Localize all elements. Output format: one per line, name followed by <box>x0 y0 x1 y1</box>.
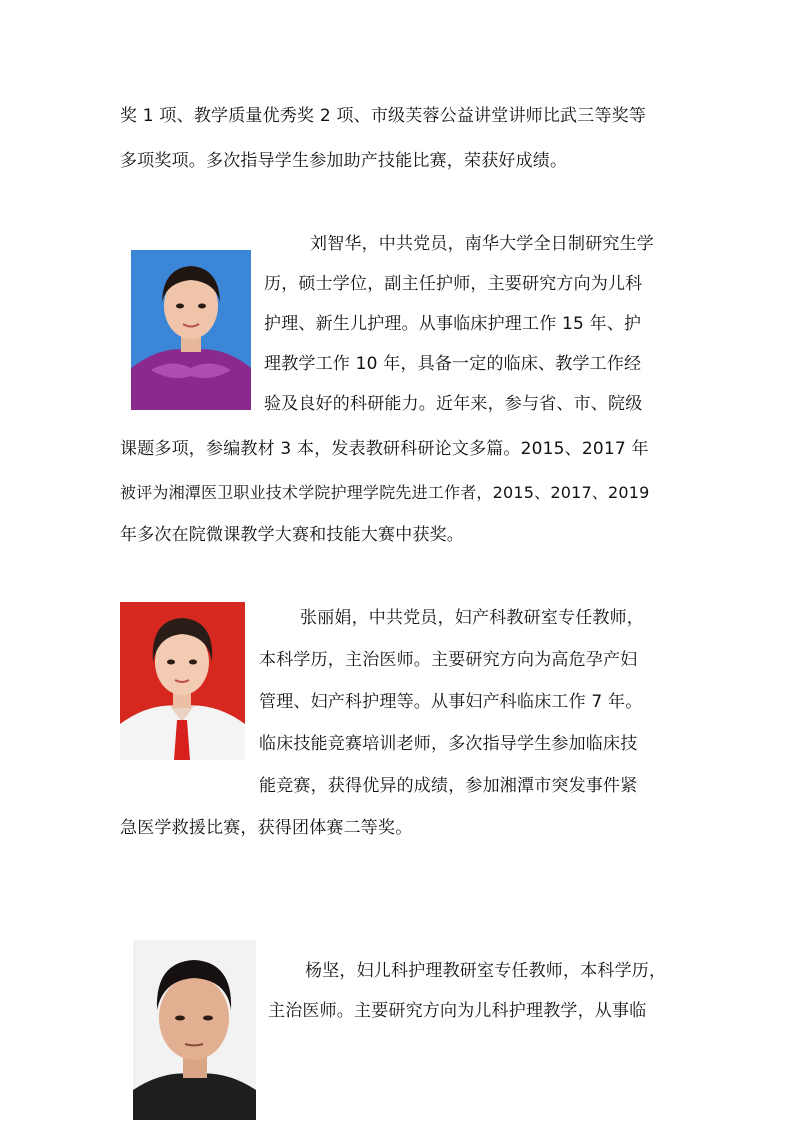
profile-text-line: 课题多项，参编教材 3 本，发表教研科研论文多篇。2015、2017 年 <box>120 439 649 459</box>
portrait-photo <box>120 602 245 760</box>
profile-text-line: 年多次在院微课教学大赛和技能大赛中获奖。 <box>120 525 464 545</box>
profile-text-line: 能竞赛，获得优异的成绩，参加湘潭市突发事件紧 <box>259 776 638 796</box>
profile-text-line: 管理、妇产科护理等。从事妇产科临床工作 7 年。 <box>259 692 643 712</box>
profile-text-line: 主治医师。主要研究方向为儿科护理教学，从事临 <box>268 1001 647 1021</box>
profile-text-line: 刘智华，中共党员，南华大学全日制研究生学 <box>310 234 654 254</box>
profile-text-line: 理教学工作 10 年，具备一定的临床、教学工作经 <box>264 354 642 374</box>
intro-line: 多项奖项。多次指导学生参加助产技能比赛，荣获好成绩。 <box>120 151 568 171</box>
portrait-photo <box>131 250 251 410</box>
profile-text-line: 本科学历，主治医师。主要研究方向为高危孕产妇 <box>259 650 638 670</box>
profile-text-line: 被评为湘潭医卫职业技术学院护理学院先进工作者，2015、2017、2019 <box>120 483 650 502</box>
profile-text-line: 杨坚，妇儿科护理教研室专任教师，本科学历， <box>305 961 667 981</box>
profile-text-line: 历，硕士学位，副主任护师，主要研究方向为儿科 <box>264 274 643 294</box>
intro-line: 奖 1 项、教学质量优秀奖 2 项、市级芙蓉公益讲堂讲师比武三等奖等 <box>120 106 647 126</box>
profile-text-line: 急医学救援比赛，获得团体赛二等奖。 <box>120 818 413 838</box>
portrait-photo <box>133 940 256 1120</box>
profile-text-line: 验及良好的科研能力。近年来，参与省、市、院级 <box>264 394 643 414</box>
profile-text-line: 张丽娟，中共党员，妇产科教研室专任教师， <box>300 608 644 628</box>
profile-text-line: 临床技能竞赛培训老师，多次指导学生参加临床技 <box>259 734 638 754</box>
profile-text-line: 护理、新生儿护理。从事临床护理工作 15 年、护 <box>264 314 642 334</box>
